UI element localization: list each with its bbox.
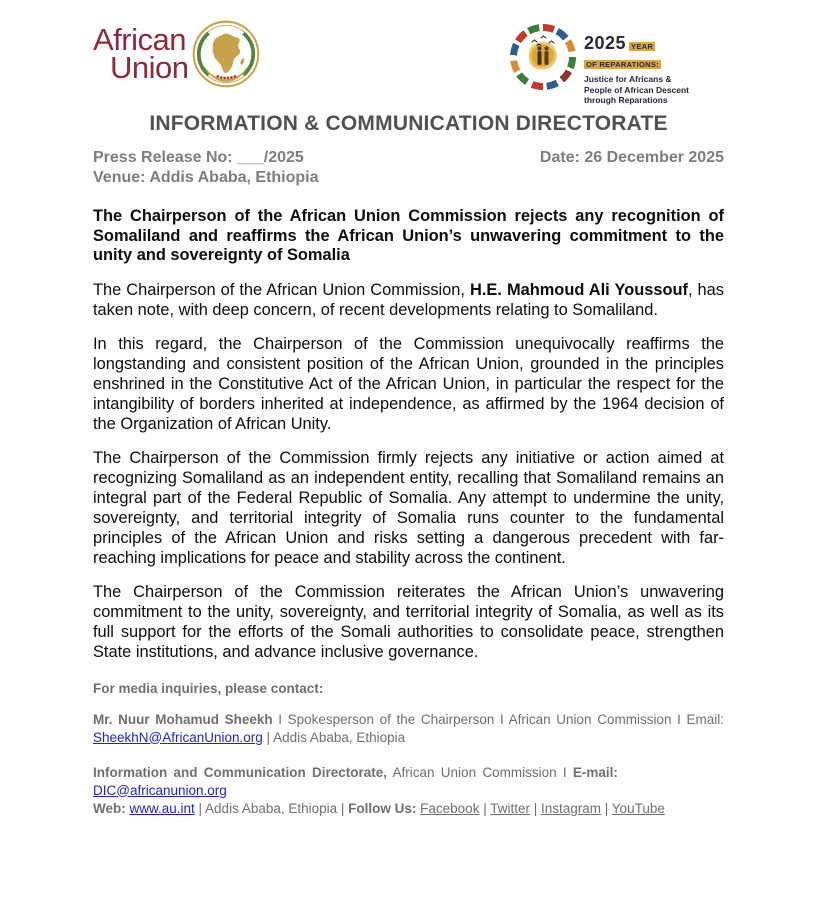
media-contact-heading: For media inquiries, please contact:	[93, 680, 324, 696]
media-contact-line	[93, 711, 724, 747]
press-release-number: Press Release No: ___/2025	[93, 149, 304, 166]
footer	[93, 764, 724, 818]
footer-web-link[interactable]: www.au.int	[129, 800, 195, 816]
header-logos-row	[93, 20, 724, 105]
facebook-link[interactable]: Facebook	[420, 800, 480, 816]
reparations-tagline-3: through Reparations	[584, 95, 668, 105]
release-title: The Chairperson of the African Union Commission rejects any recognition of Somaliland and reaffirms the African Union’s unwavering commitment to the unity and sovereignty of Somalia	[93, 207, 724, 264]
footer-separator: |	[601, 800, 612, 816]
footer-email-link[interactable]: DIC@africanunion.org	[93, 782, 227, 798]
african-union-wordmark	[93, 22, 189, 85]
paragraph-2: In this regard, the Chairperson of the Commission unequivocally reaffirms the longstanding and consistent position of the African Union, grounded in the principles enshrined in the Constitutive Act of the African Union, in particular the respect for the intangibility of borders inherited at independence, as affirmed by the 1964 decision of the Organization of African Unity.	[93, 334, 724, 433]
footer-org: African Union Commission I	[387, 764, 573, 780]
footer-mid: | Addis Ababa, Ethiopia |	[194, 800, 349, 816]
contact-separator: I	[494, 711, 509, 727]
contact-location: Addis Ababa, Ethiopia	[273, 729, 406, 745]
reparations-tagline-2: People of African Descent	[584, 84, 690, 95]
african-union-logo	[93, 20, 260, 88]
p1-before: The Chairperson of the African Union Commission,	[93, 280, 471, 299]
contact-name: Mr. Nuur Mohamud Sheekh	[93, 711, 273, 727]
paragraph-1	[93, 280, 724, 320]
footer-separator: |	[529, 800, 541, 816]
instagram-link[interactable]: Instagram	[541, 800, 602, 816]
contact-email-link[interactable]: SheekhN@AfricanUnion.org	[93, 729, 263, 745]
p1-chairperson-name: H.E. Mahmoud Ali Youssouf	[470, 280, 688, 299]
reparations-2025-logo	[510, 24, 724, 106]
paragraph-3: The Chairperson of the Commission firmly rejects any initiative or action aimed at recognizing Somaliland as an independent entity, recalling that Somaliland remains an integral part of the Federal Republic of Somalia. Any attempt to undermine the unity, sovereignty, and territorial integrity of Somalia runs counter to the fundamental principles of the African Union and risks setting a dangerous precedent with far-reaching implications for peace and stability across the continent.	[93, 448, 724, 567]
african-union-emblem-icon	[192, 20, 260, 88]
reparations-year-label: YEAR	[631, 42, 654, 51]
contact-email-label: Email:	[686, 711, 724, 727]
twitter-link[interactable]: Twitter	[490, 800, 530, 816]
footer-line-2	[93, 800, 724, 818]
footer-line-1	[93, 764, 724, 800]
reparations-subtitle: OF REPARATIONS:	[586, 60, 659, 69]
reparations-emblem-art	[518, 32, 568, 82]
youtube-link[interactable]: YouTube	[611, 800, 665, 816]
footer-web-label: Web:	[93, 800, 130, 816]
footer-email-label: E-mail:	[572, 764, 618, 780]
directorate-title: INFORMATION & COMMUNICATION DIRECTORATE	[149, 112, 668, 135]
venue: Venue: Addis Ababa, Ethiopia	[93, 169, 319, 186]
footer-separator: |	[479, 800, 491, 816]
contact-separator: I	[272, 711, 288, 727]
reparations-text-block	[584, 24, 724, 106]
p1-after: , has taken note, with deep concern, of recent developments relating to Somaliland.	[93, 280, 724, 319]
contact-org: African Union Commission	[508, 711, 672, 727]
contact-separator: I	[671, 711, 687, 727]
au-wordmark-line1: African	[93, 22, 186, 57]
footer-dept: Information and Communication Directorate,	[93, 764, 388, 780]
reparations-tagline-1: Justice for Africans &	[584, 74, 672, 84]
reparations-year: 2025	[584, 33, 627, 53]
paragraph-4: The Chairperson of the Commission reiterates the African Union’s unwavering commitment to the unity, sovereignty, and territorial integrity of Somalia, as well as its full support for the efforts of the Somali authorities to consolidate peace, strengthen State institutions, and advance inclusive governance.	[93, 582, 724, 661]
reparations-emblem-icon	[510, 24, 576, 90]
au-wordmark-line2: Union	[110, 50, 189, 85]
contact-separator: |	[262, 729, 274, 745]
footer-follow-label: Follow Us:	[348, 800, 421, 816]
release-date: Date: 26 December 2025	[539, 149, 724, 166]
meta-row	[93, 149, 724, 167]
contact-role: Spokesperson of the Chairperson	[287, 711, 495, 727]
